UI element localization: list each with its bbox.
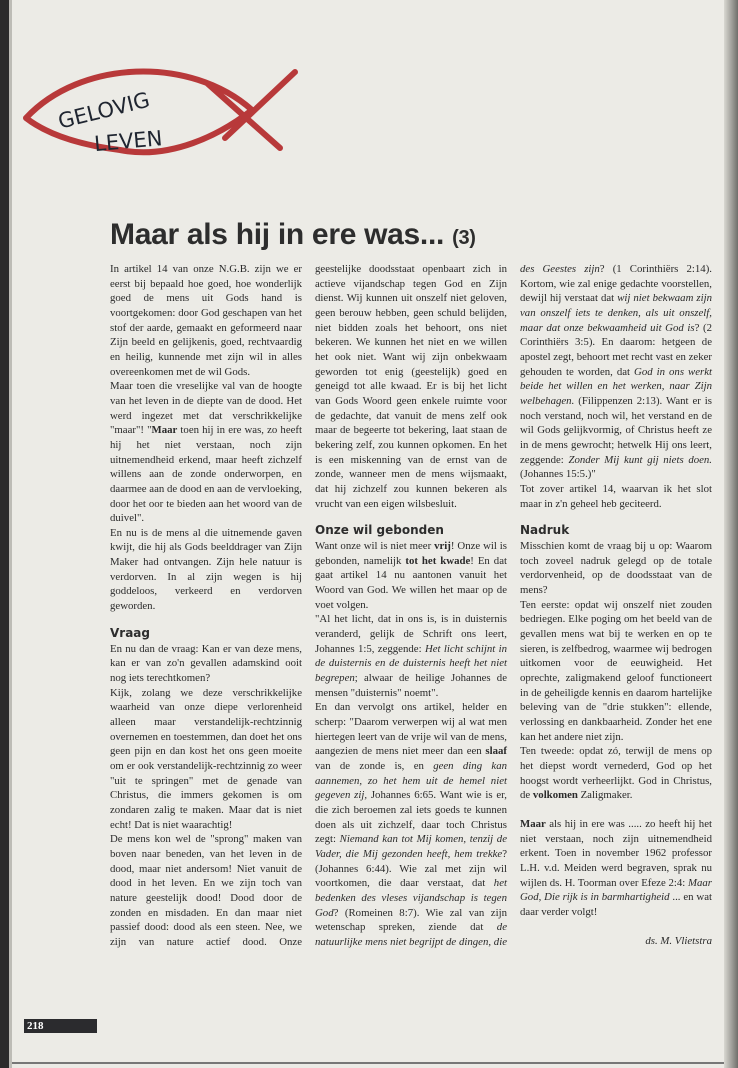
text-run: toen hij in ere was, zo heeft hij het niet verstaan, noch zijn uitnemendheid erkend, maar heeft zichzelf willens aan de zonde onderworpen, en daarmee aan de dood en aan de vervloeking, door het oor te bieden aan het woord van de duivel".: [110, 424, 302, 525]
italic-quote: Het licht schijnt in de duisternis en de duisternis heeft het niet begrepen: [315, 642, 507, 685]
italic-quote: geen ding kan aannemen, zo het hem uit de hemel niet gegeven zij,: [315, 760, 507, 802]
paragraph: [110, 642, 302, 686]
text-run: (Filippenzen 2:13). Want er is noch verstand, noch wil, het verstand en de wil Gods gelijkvormig, of Christus heeft ze in de mens gewrocht; hetwelk Hij ons leert, zeggende:: [520, 394, 712, 466]
fish-logo: [20, 50, 300, 160]
paragraph: [520, 482, 712, 511]
page-edge-right: [724, 0, 738, 1068]
bold-text: tot het kwade: [405, 554, 471, 567]
article-body: [110, 262, 712, 950]
paragraph: [110, 686, 302, 833]
fish-tail-icon: [208, 72, 295, 148]
text-run: ? (1 Corinthiërs 2:14). Kortom, wie zal enige gedachte voorstellen, dewijl hij verstaat dat: [520, 263, 712, 305]
text-run: Kijk, zolang we deze verschrikkelijke waarheid van onze diepe verlorenheid alleen maar verstandelijk-rechtzinnig overnemen en toestemmen, dan doet het ons geen pijn en dan kost het ons geen moeite om er ook verstandelijk-rechtzinnig zo weer "uit te springen" met de genade van Christus, die immers gekomen is om zondaren zalig te maken. Maar dat is niet echt! Dat is niet waarachtig!: [110, 686, 302, 831]
text-run: "Al het licht, dat in ons is, is in duisternis veranderd, gelijk de Schrift ons leert, Johannes 1:5, zeggende:: [315, 613, 507, 655]
text-run: van de zonde is, en: [315, 760, 434, 772]
text-run: En nu is de mens al die uitnemende gaven kwijt, die hij als Gods beelddrager van Zijn Maker had ontvangen. Zijn hele natuur is verdorven. In al zijn wegen is hij goddeloos, verkeerd en verdorven geworden.: [110, 526, 302, 613]
paragraph: [110, 262, 302, 379]
section-heading: Vraag: [110, 625, 150, 640]
paragraph: [520, 817, 712, 920]
section-heading: Nadruk: [520, 523, 570, 538]
italic-quote: wij niet bekwaam zijn van onszelf iets te denken, als uit onszelf, maar dat onze bekwaamheid uit God is: [520, 292, 712, 334]
text-run: (Johannes 15:5.)": [520, 468, 596, 481]
text-run: ; alwaar de heilige Johannes de mensen "duisternis" noemt".: [315, 672, 507, 699]
text-run: En dan vervolgt ons artikel, helder en scherp: "Daarom verwerpen wij al wat men hiertegen leert van de vrije wil van de mens, aangezien de mens niet meer dan een: [315, 701, 507, 758]
italic-quote: de natuurlijke mens niet begrijpt de dingen, die des Geestes zijn: [315, 263, 600, 948]
text-run: Zaligmaker.: [577, 789, 633, 802]
text-run: En nu dan de vraag: Kan er van deze mens, kan er van zo'n gevallen adamskind ooit nog iets terechtkomen?: [110, 642, 302, 685]
bold-text: volkomen: [532, 789, 578, 802]
page-bottom-edge: [12, 1062, 724, 1064]
page-title: [110, 218, 710, 252]
italic-quote: God in ons werkt beide het willen en het werken, naar Zijn welbehagen.: [520, 365, 712, 407]
page-edge-shadow: [9, 0, 12, 1068]
text-run: Johannes 6:65. Want wie is er, die zich beroemen zal iets goeds te kunnen doen als uit zichzelf, daar toch Christus zegt:: [315, 789, 508, 846]
title-part-number: (3): [452, 227, 476, 249]
paragraph: [520, 744, 712, 803]
title-main: Maar als hij in ere was...: [110, 218, 445, 251]
text-run: ! En dat gaat artikel 14 nu aantonen vanuit het Woord van God. We willen het maar op de voet volgen.: [315, 554, 507, 611]
italic-quote: Maar God, Die rijk is in barmhartigheid: [520, 876, 712, 904]
text-run: De mens kon wel de "sprong" maken van boven naar beneden, van het leven in de dood, maar niet andersom! Niet vanuit de dood in het leven. En we zijn toch van nature geestelijk dood! Dood door de zonden en misdaden. En dan maar niet passief dood: dood als een steen. Nee, we zijn van nature actief dood. Onze geestelijke doodsstaat openbaart zich in actieve vijandschap tegen God en Zijn dienst. Wij kunnen uit onszelf niet geloven, geen berouw hebben, geen schuld belijden, niet bidden zoals het behoort, ons niet bekeren. We kunnen het niet en we willen het ook niet. Want wij zijn onbekwaam geworden tot enig (geestelijk) goed en geneigd tot alle kwaad. Er is bij het licht van Gods Woord geen enkele ruimte voor de gedachte, dat vanuit de mens zelf ook maar de begeerte tot bekering, laat staan de bekering zelf, zou kunnen opkomen. En het is een miskenning van de ernst van de zonde, wanneer men de mens wijsmaakt, dat hij zichzelf zou kunnen bekeren als vrucht van een eigen wilsbesluit.: [110, 263, 507, 948]
bold-text: slaaf: [485, 745, 507, 758]
paragraph: [520, 539, 712, 598]
bold-text: vrij: [434, 540, 451, 553]
section-heading: Onze wil gebonden: [315, 523, 444, 538]
text-run: ? (2 Corinthiërs 3:5). En daarom: hetgeen de apostel zegt, behoort met recht vast en zeker gehouden te worden, dat: [520, 321, 712, 378]
italic-quote: het bedenken des vleses vijandschap is tegen God: [315, 877, 507, 919]
paragraph: [315, 612, 507, 700]
text-run: Maar toen die vreselijke val van de hoogte van het leven in de diepte van de dood. Het werd ingezet met dat verschrikkelijke "maar"! ": [110, 380, 302, 437]
page-edge-left: [0, 0, 9, 1068]
logo-text-gelovig: GELOVIG: [55, 87, 153, 134]
paragraph: [110, 526, 302, 614]
paragraph-gap: [520, 803, 712, 817]
text-run: Tot zover artikel 14, waarvan ik het slot maar in z'n geheel heb geciteerd.: [520, 482, 712, 510]
bold-text: Maar: [520, 817, 546, 830]
text-run: ? (Romeinen 8:7). Wie zal van zijn wetenschap spreken, ziende dat: [315, 906, 507, 934]
text-run: Ten tweede: opdat zó, terwijl de mens op het diepst wordt vernederd, God op het hoogst wordt verheerlijkt. God in Christus, de: [520, 745, 712, 802]
bold-text: Maar: [151, 424, 178, 437]
paragraph: [520, 598, 712, 745]
text-run: ? (Johannes 6:44). Wie zal met zijn wil voortkomen, die daar verstaat, dat: [315, 847, 507, 890]
author-signature: ds. M. Vlietstra: [645, 934, 712, 947]
text-run: als hij in ere was ..... zo heeft hij het niet verstaan, noch zijn uitnemendheid erkent. Toen in november 1962 professor L.H. v.d. Meiden werd begraven, sprak nu wijlen ds. H. Toorman over Efeze 2:4:: [520, 817, 712, 889]
text-run: ... en wat daar verder volgt!: [520, 891, 712, 918]
text-run: Want onze wil is niet meer: [315, 540, 435, 553]
logo-text-leven: LEVEN: [93, 126, 164, 157]
text-run: Ten eerste: opdat wij onszelf niet zouden bedriegen. Elke poging om het beeld van de gevallen mens wat bij te werken en op te sieren, is zelfbedrog, waarmee wij bedrogen uitkomen voor de eeuwigheid. Het oprechte, zaligmakend geloof functioneert in de geheiligde kennis en daarom hartelijke beleving van de "drie stukken": ellende, verlossing en dankbaarheid. Zonder het ene kan het andere niet zijn.: [520, 598, 712, 743]
paragraph: [315, 539, 507, 612]
paragraph: [110, 379, 302, 526]
text-run: ! Onze wil is gebonden, namelijk: [315, 540, 507, 567]
italic-quote: Zonder Mij kunt gij niets doen.: [568, 453, 713, 466]
page-number: 218: [24, 1019, 97, 1033]
text-run: In artikel 14 van onze N.G.B. zijn we er eerst bij bepaald hoe goed, hoe wonderlijk goed de mens uit Gods hand is voortgekomen: door God geschapen van het stof der aarde, gemaakt en geformeerd naar Zijn beeld en gelijkenis, goed, rechtvaardig en heilig, kunnende met zijn wil in alles overeenkomen met de wil Gods.: [110, 263, 302, 378]
text-run: Misschien komt de vraag bij u op: Waarom toch zoveel nadruk gelegd op de totale verdorvenheid, op de doodsstaat van de mens?: [520, 540, 712, 597]
italic-quote: Niemand kan tot Mij komen, tenzij de Vader, die Mij gezonden heeft, hem trekke: [315, 833, 507, 860]
